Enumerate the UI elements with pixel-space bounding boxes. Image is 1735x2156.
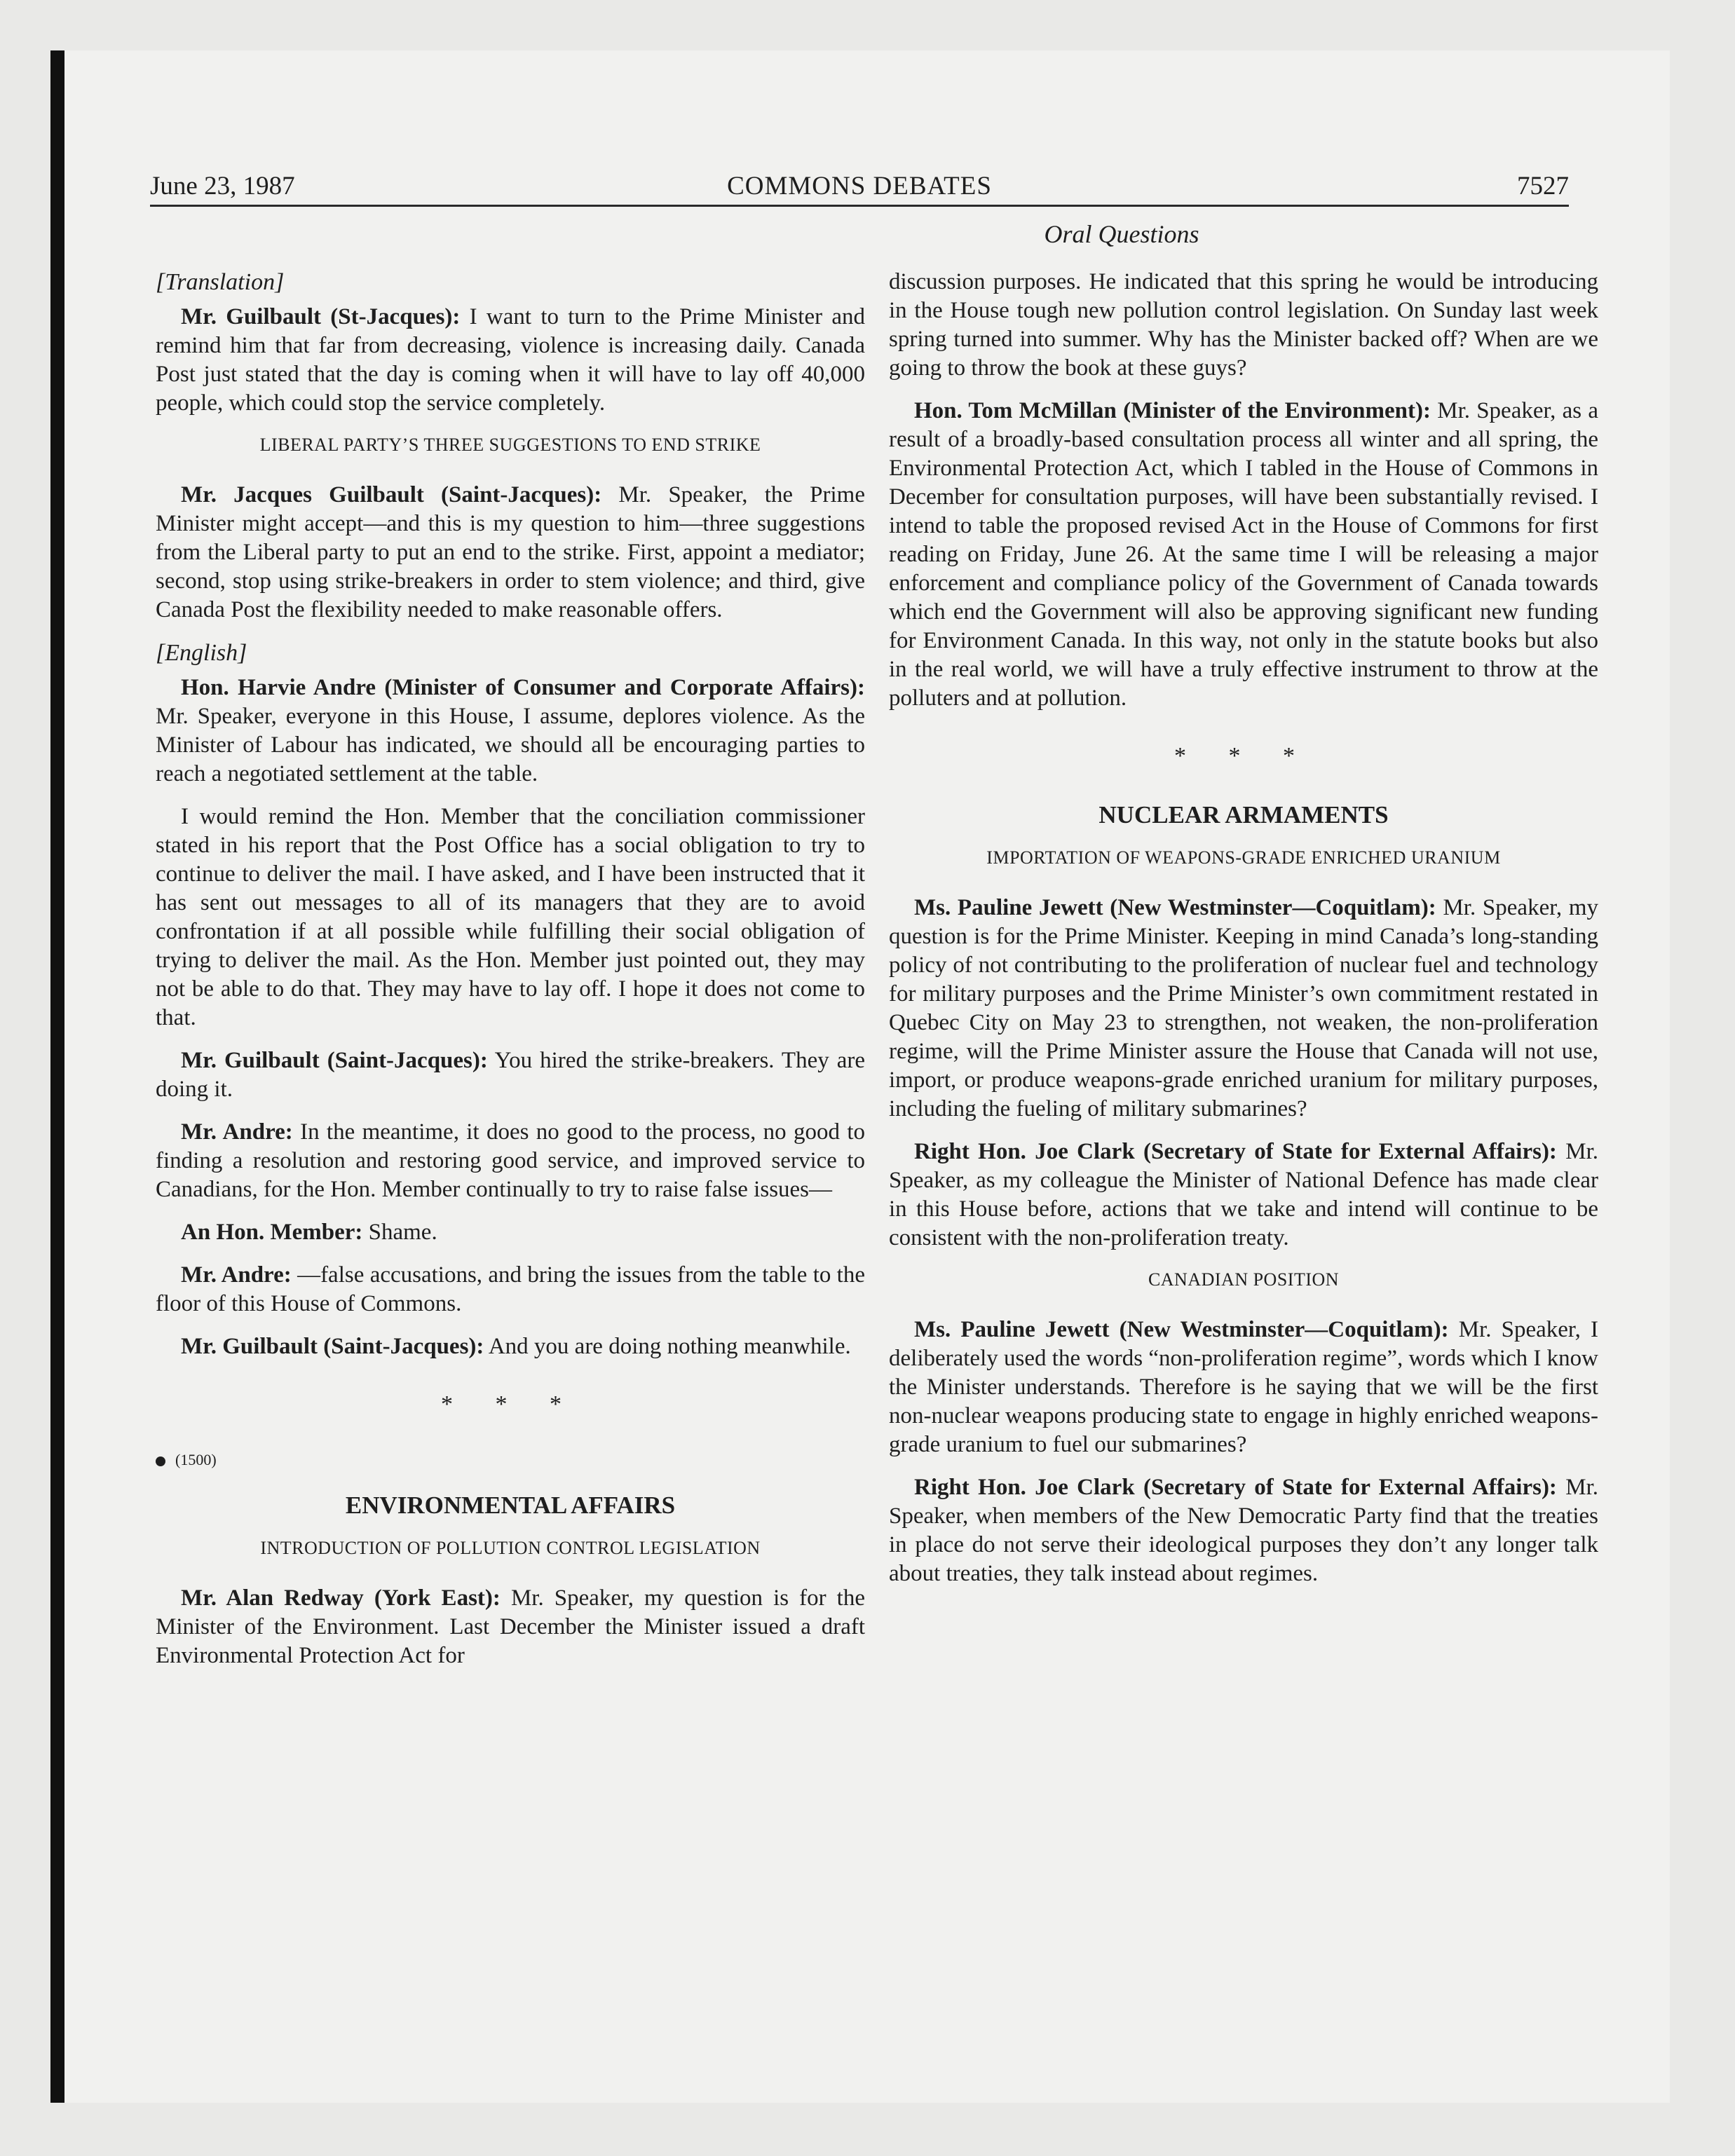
speaker-name: Mr. Guilbault (St-Jacques): xyxy=(181,304,461,329)
speech-paragraph xyxy=(889,1138,1598,1253)
speech-text: Mr. Speaker, as a result of a broadly-based consultation process all winter and all spring, the Environmental Protection Act, which I tabled in the House of Commons in December for consultation purposes, will have been substantially revised. I intend to table the proposed revised Act in the House of Commons for first reading on Friday, June 26. At the same time I will be releasing a major enforcement and compliance policy of the Government of Canada towards which end the Government will also be approving significant new funding for Environment Canada. In this way, not only in the statute books but also in the real world, we will have a truly effective instrument to throw at the polluters and at pollution. xyxy=(889,398,1598,711)
speech-text: Mr. Speaker, the Prime Minister might accept—and this is my question to him—three suggestions from the Liberal party to put an end to the strike. First, appoint a mediator; second, stop using strike-breakers in order to stem violence; and third, give Canada Post the flexibility needed to make reasonable offers. xyxy=(156,482,865,622)
speech-text: You hired the strike-breakers. They are doing it. xyxy=(156,1048,866,1102)
speech-paragraph xyxy=(156,803,865,1032)
speech-text: In the meantime, it does no good to the process, no good to finding a resolution and restoring good service, and improved service to Canadians, for the Hon. Member continually to try to raise false issues— xyxy=(156,1119,865,1202)
speech-text: Mr. Speaker, my question is for the Minister of the Environment. Last December the Minister issued a draft Environmental Protection Act for xyxy=(156,1585,865,1668)
speech-text: And you are doing nothing meanwhile. xyxy=(484,1334,851,1359)
running-head xyxy=(150,171,1569,202)
section-title: Oral Questions xyxy=(1044,220,1199,248)
speech-text: discussion purposes. He indicated that this spring he would be introducing in the House tough new pollution control legislation. On Sunday last week spring turned into summer. Why has the Minister backed off? When are we going to throw the book at these guys? xyxy=(889,269,1598,381)
speech-text: I would remind the Hon. Member that the conciliation commissioner stated in his report that the Post Office has a social obligation to try to continue to deliver the mail. I have asked, and I have been instructed that it has sent out messages to all of its managers that they are to avoid confrontation if at all possible while fulfilling their social obligation of trying to deliver the mail. As the Hon. Member just pointed out, they may not be able to do that. They may have to lay off. I hope it does not come to that. xyxy=(156,804,865,1030)
section-heading: ENVIRONMENTAL AFFAIRS xyxy=(345,1492,676,1519)
speech-paragraph xyxy=(889,397,1598,713)
speaker-name: Mr. Guilbault (Saint-Jacques): xyxy=(181,1334,484,1359)
speech-text: I want to turn to the Prime Minister and remind him that far from decreasing, violence is increasing daily. Canada Post just stated that the day is coming when it will have to lay off 40,000 people, which could stop the service completely. xyxy=(156,304,865,416)
speech-text: Mr. Speaker, everyone in this House, I assume, deplores violence. As the Minister of Labour has indicated, we should all be encouraging parties to reach a negotiated settlement at the table. xyxy=(156,704,865,786)
speech-text: Mr. Speaker, as my colleague the Minister of National Defence has made clear in this House before, actions that we take and intend will continue to be consistent with the non-proliferation treaty. xyxy=(889,1139,1598,1250)
speaker-name: Hon. Harvie Andre (Minister of Consumer and Corporate Affairs): xyxy=(181,675,865,700)
scan-edge xyxy=(50,50,64,2103)
speech-text: —false accusations, and bring the issues from the table to the floor of this House of Commons. xyxy=(156,1262,865,1316)
speech-text: Shame. xyxy=(362,1220,437,1245)
bullet-icon xyxy=(156,1456,165,1466)
subheading: INTRODUCTION OF POLLUTION CONTROL LEGISLATION xyxy=(260,1538,761,1558)
language-note: [Translation] xyxy=(156,269,285,295)
subheading: CANADIAN POSITION xyxy=(1148,1269,1340,1290)
speech-paragraph xyxy=(889,1316,1598,1459)
speech-paragraph xyxy=(889,894,1598,1124)
speech-paragraph xyxy=(156,1118,865,1204)
speech-paragraph xyxy=(156,303,865,418)
speech-text: Mr. Speaker, I deliberately used the words “non-proliferation regime”, words which I know the Minister understands. Therefore is he saying that we will be the first non-nuclear weapons producing state to engage in highly enriched weapons-grade uranium to fuel our submarines? xyxy=(889,1317,1598,1457)
speech-paragraph xyxy=(156,674,865,789)
speech-paragraph xyxy=(156,1261,865,1318)
speaker-name: Mr. Andre: xyxy=(181,1119,293,1145)
speaker-name: Ms. Pauline Jewett (New Westminster—Coquitlam): xyxy=(914,895,1436,920)
speaker-name: An Hon. Member: xyxy=(181,1220,363,1245)
subheading: LIBERAL PARTY’S THREE SUGGESTIONS TO END STRIKE xyxy=(259,435,761,455)
speech-paragraph xyxy=(889,268,1598,383)
speaker-name: Mr. Guilbault (Saint-Jacques): xyxy=(181,1048,488,1073)
subheading: IMPORTATION OF WEAPONS-GRADE ENRICHED URANIUM xyxy=(986,847,1501,868)
speaker-name: Mr. Andre: xyxy=(181,1262,292,1288)
header-rule xyxy=(150,205,1569,207)
header-title: COMMONS DEBATES xyxy=(727,172,992,200)
speech-paragraph xyxy=(156,1046,865,1104)
header-date: June 23, 1987 xyxy=(150,172,295,200)
speaker-name: Right Hon. Joe Clark (Secretary of State for External Affairs): xyxy=(914,1475,1557,1500)
speech-paragraph xyxy=(156,1584,865,1670)
speaker-name: Mr. Alan Redway (York East): xyxy=(181,1585,501,1611)
speaker-name: Right Hon. Joe Clark (Secretary of State for External Affairs): xyxy=(914,1139,1557,1164)
language-note: [English] xyxy=(156,640,247,666)
speech-text: Mr. Speaker, when members of the New Democratic Party find that the treaties in place do not serve their ideological purposes they don’t any longer talk about treaties, they talk instead about regimes. xyxy=(889,1475,1598,1586)
right-column xyxy=(889,268,1598,1602)
speech-paragraph xyxy=(889,1473,1598,1588)
speaker-name: Mr. Jacques Guilbault (Saint-Jacques): xyxy=(181,482,602,507)
section-separator: * * * xyxy=(441,1391,580,1417)
section-heading: NUCLEAR ARMAMENTS xyxy=(1098,801,1389,828)
timestamp xyxy=(156,1448,865,1472)
speech-paragraph xyxy=(156,1218,865,1247)
timestamp-text: (1500) xyxy=(175,1451,217,1468)
left-column xyxy=(156,268,865,1684)
section-separator: * * * xyxy=(1174,743,1313,769)
speaker-name: Hon. Tom McMillan (Minister of the Environment): xyxy=(914,398,1431,423)
speaker-name: Ms. Pauline Jewett (New Westminster—Coquitlam): xyxy=(914,1317,1449,1342)
header-page-number: 7527 xyxy=(1517,172,1569,200)
speech-paragraph xyxy=(156,481,865,625)
speech-text: Mr. Speaker, my question is for the Prime Minister. Keeping in mind Canada’s long-standing policy of not contributing to the proliferation of nuclear fuel and technology for military purposes and the Prime Minister’s own commitment restated in Quebec City on May 23 to strengthen, not weaken, the non-proliferation regime, will the Prime Minister assure the House that Canada will not use, import, or produce weapons-grade enriched uranium for military purposes, including the fueling of military submarines? xyxy=(889,895,1598,1121)
speech-paragraph xyxy=(156,1332,865,1361)
